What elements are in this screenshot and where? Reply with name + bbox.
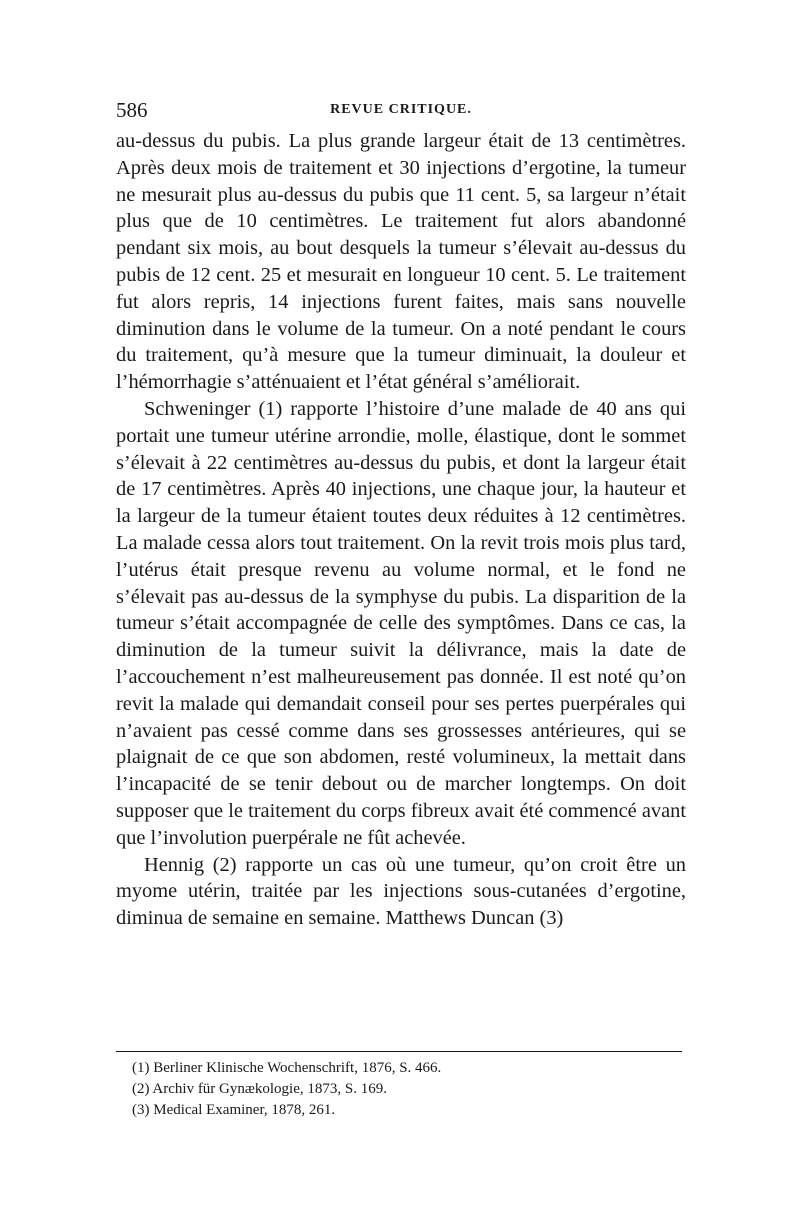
running-head: REVUE CRITIQUE.	[330, 102, 472, 117]
footnote-2: (2) Archiv für Gynækologie, 1873, S. 169.	[132, 1081, 387, 1097]
footnote-divider	[116, 1051, 682, 1052]
paragraph-continuation: au-dessus du pubis. La plus grande largeur était de 13 centimètres. Après deux mois de traitement et 30 injections d’ergotine, la tumeur ne mesurait plus au-dessus du pubis que 11 cent. 5, sa largeur n’était plus que de 10 centimètres. Le traitement fut alors abandonné pendant six mois, au bout desquels la tumeur s’élevait au-dessus du pubis de 12 cent. 25 et mesurait en longueur 10 cent. 5. Le traitement fut alors repris, 14 injections furent faites, mais sans nouvelle diminution dans le volume de la tumeur. On a noté pendant le cours du traitement, qu’à mesure que la tumeur diminuait, la douleur et l’hémorrhagie s’atténuaient et l’état général s’améliorait.	[116, 130, 686, 394]
paragraph-hennig: Hennig (2) rapporte un cas où une tumeur, qu’on croit être un myome utérin, traitée par les injections sous-cutanées d’ergotine, diminua de semaine en semaine. Matthews Duncan (3)	[116, 853, 686, 930]
body-text	[116, 128, 686, 932]
footnote-3: (3) Medical Examiner, 1878, 261.	[132, 1102, 336, 1118]
page-number: 586	[116, 98, 148, 122]
page-header	[116, 98, 686, 122]
footnote-1: (1) Berliner Klinische Wochenschrift, 1876, S. 466.	[132, 1060, 442, 1076]
paragraph-schweninger: Schweninger (1) rapporte l’histoire d’une malade de 40 ans qui portait une tumeur utérine arrondie, molle, élastique, dont le sommet s’élevait à 22 centimètres au-dessus du pubis, et dont la largeur était de 17 centimètres. Après 40 injections, une chaque jour, la hauteur et la largeur de la tumeur étaient toutes deux réduites à 12 centimètres. La malade cessa alors tout traitement. On la revit trois mois plus tard, l’utérus était presque revenu au volume normal, et le fond ne s’élevait pas au-dessus de la symphyse du pubis. La disparition de la tumeur s’était accompagnée de celle des symptômes. Dans ce cas, la diminution de la tumeur suivit la délivrance, mais la date de l’accouchement n’est malheureusement pas donnée. Il est noté qu’on revit la malade qui demandait conseil pour ses pertes puerpérales qui n’avaient pas cessé comme dans ses grossesses antérieures, qui se plaignait de ce que son abdomen, resté volumineux, la mettait dans l’incapacité de se tenir debout ou de marcher longtemps. On doit supposer que le traitement du corps fibreux avait été commencé avant que l’involution puerpérale ne fût achevée.	[116, 397, 686, 849]
footnotes	[132, 1058, 672, 1121]
